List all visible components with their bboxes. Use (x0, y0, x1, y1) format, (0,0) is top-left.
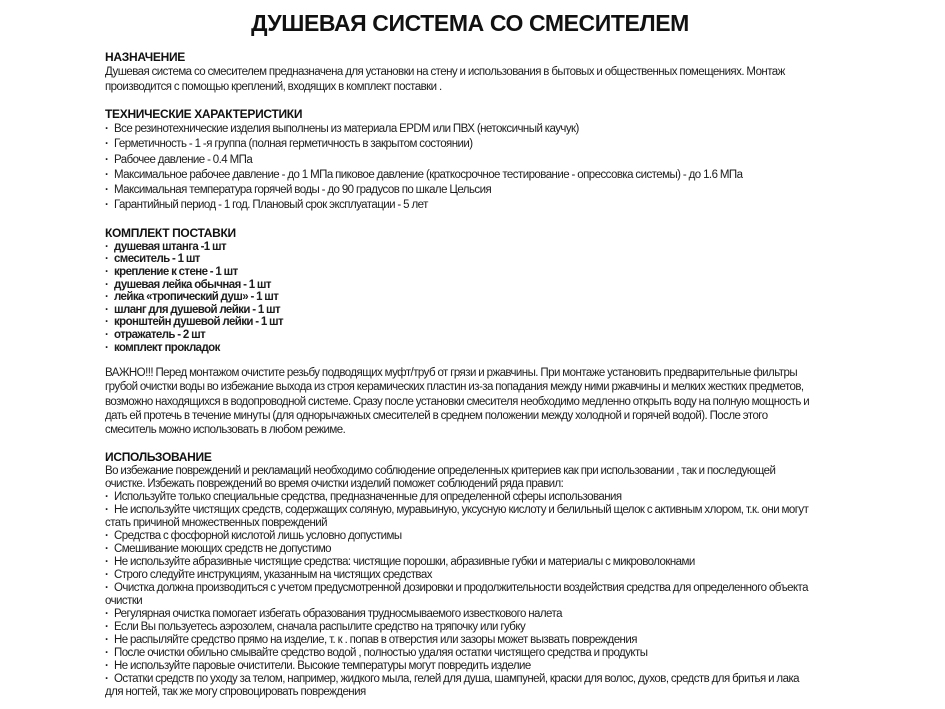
bullet-icon: · (105, 168, 109, 181)
usage-item-text: Если Вы пользуетесь аэрозолем, сначала распылите средство на тряпочку или губку (114, 620, 526, 633)
usage-list-item (105, 504, 815, 530)
bullet-icon: · (105, 646, 109, 659)
specs-item-text: Гарантийный период - 1 год. Плановый срок эксплуатации - 5 лет (114, 199, 428, 212)
package-item-text: кронштейн душевой лейки - 1 шт (114, 316, 284, 329)
usage-item-text: После очистки обильно смывайте средство водой , полностью удаляя остатки чистящего средства и продукты (114, 646, 648, 659)
specs-heading: ТЕХНИЧЕСКИЕ ХАРАКТЕРИСТИКИ (105, 107, 303, 121)
bullet-icon: · (105, 607, 109, 620)
section-usage (105, 450, 815, 699)
usage-item-text: Не распыляйте средство прямо на изделие, т. к . попав в отверстия или зазоры может вызвать повреждения (114, 633, 637, 646)
usage-rules-list (105, 491, 815, 699)
bullet-icon: · (105, 490, 109, 503)
package-list-item (105, 291, 815, 304)
usage-list-item (105, 556, 815, 569)
specs-list-item (105, 137, 815, 152)
usage-list-item (105, 582, 815, 608)
purpose-text: Душевая система со смесителем предназначена для установки на стену и использования в бытовых и общественных помещениях. Монтаж производится с помощью креплений, входящих в комплект поставки . (105, 66, 785, 93)
bullet-icon: · (105, 555, 109, 568)
bullet-icon: · (105, 138, 109, 151)
bullet-icon: · (105, 341, 109, 354)
package-item-text: смеситель - 1 шт (114, 253, 200, 266)
usage-list-item (105, 569, 815, 582)
bullet-icon: · (105, 529, 109, 542)
specs-item-text: Максимальное рабочее давление - до 1 МПа пиковое давление (краткосрочное тестирование - опрессовка системы) - до 1.6 МПа (114, 168, 743, 181)
bullet-icon: · (105, 253, 109, 266)
bullet-icon: · (105, 328, 109, 341)
bullet-icon: · (105, 568, 109, 581)
bullet-icon: · (105, 542, 109, 555)
usage-list-item (105, 621, 815, 634)
purpose-heading: НАЗНАЧЕНИЕ (105, 50, 185, 64)
usage-item-text: Не используйте абразивные чистящие средства: чистящие порошки, абразивные губки и материалы с микроволокнами (114, 555, 695, 568)
specs-item-text: Все резинотехнические изделия выполнены из материала EPDM или ПВХ (нетоксичный каучук) (114, 123, 579, 135)
package-item-text: лейка «тропический душ» - 1 шт (114, 291, 279, 304)
package-item-text: душевая лейка обычная - 1 шт (114, 278, 271, 291)
bullet-icon: · (105, 199, 109, 212)
package-list-item (105, 316, 815, 329)
section-package-contents (105, 226, 815, 354)
package-list-item (105, 266, 815, 279)
bullet-icon: · (105, 633, 109, 646)
usage-item-text: Регулярная очистка помогает избегать образования трудносмываемого известкового налета (114, 607, 562, 620)
bullet-icon: · (105, 278, 109, 291)
important-text: ВАЖНО!!! Перед монтажом очистите резьбу подводящих муфт/труб от грязи и ржавчины. При монтаже установить предварительные фильтры грубой очистки воды во избежание выхода из строя керамических пластин из-за попадания между ними ржавчины и мелких жестких предметов, возможно находящихся в водопроводной системе. Сразу после установки смесителя необходимо медленно открыть воду на полную мощность и дать ей протечь в течение минуты (для однорычажных смесителей в среднем положении между холодной и горячей водой). После этого смеситель можно использовать в любом режиме. (105, 367, 810, 437)
package-list-item (105, 253, 815, 266)
specs-item-text: Герметичность - 1 -я группа (полная герметичность в закрытом состоянии) (114, 138, 473, 151)
bullet-icon: · (105, 316, 109, 329)
usage-heading: ИСПОЛЬЗОВАНИЕ (105, 449, 212, 464)
section-purpose (105, 50, 815, 95)
usage-list-item (105, 673, 815, 699)
bullet-icon: · (105, 123, 109, 135)
package-list-item (105, 241, 815, 254)
bullet-icon: · (105, 265, 109, 278)
bullet-icon: · (105, 503, 109, 516)
package-list-item (105, 329, 815, 342)
bullet-icon: · (105, 672, 109, 685)
usage-item-text: Очистка должна производиться с учетом предусмотренной дозировки и продолжительности воздействия средства для определенного объекта очистки (105, 581, 808, 607)
page-title: ДУШЕВАЯ СИСТЕМА СО СМЕСИТЕЛЕМ (251, 10, 689, 36)
usage-list-item (105, 660, 815, 673)
package-list (105, 241, 815, 354)
package-item-text: крепление к стене - 1 шт (114, 265, 238, 278)
usage-list-item (105, 634, 815, 647)
usage-list-item (105, 647, 815, 660)
package-item-text: душевая штанга -1 шт (114, 240, 227, 253)
usage-intro: Во избежание повреждений и рекламаций необходимо соблюдение определенных критериев как при использовании , так и последующей очистке. Избежать повреждений во время очистки изделий поможет соблюдений ряда правил: (105, 464, 776, 490)
usage-item-text: Смешивание моющих средств не допустимо (114, 542, 332, 555)
bullet-icon: · (105, 620, 109, 633)
usage-item-text: Используйте только специальные средства, предназначенные для определенной сферы использования (114, 490, 622, 503)
package-item-text: отражатель - 2 шт (114, 328, 206, 341)
bullet-icon: · (105, 153, 109, 166)
specs-item-text: Максимальная температура горячей воды - до 90 градусов по шкале Цельсия (114, 184, 492, 197)
specs-item-text: Рабочее давление - 0.4 МПа (114, 153, 253, 166)
bullet-icon: · (105, 291, 109, 304)
bullet-icon: · (105, 581, 109, 594)
usage-item-text: Строго следуйте инструкциям, указанным на чистящих средствах (114, 568, 432, 581)
specs-list-item (105, 183, 815, 198)
usage-item-text: Не используйте чистящих средств, содержащих соляную, муравьиную, уксусную кислоту и белильный щелок с активным хлором, т.к. они могут стать причиной множественных повреждений (105, 503, 809, 529)
bullet-icon: · (105, 240, 109, 253)
bullet-icon: · (105, 659, 109, 672)
specs-list (105, 122, 815, 214)
usage-item-text: Средства с фосфорной кислотой лишь условно допустимы (114, 529, 402, 542)
specs-list-item (105, 168, 815, 183)
section-technical-specs (105, 107, 815, 214)
package-list-item (105, 279, 815, 292)
specs-list-item (105, 198, 815, 213)
package-list-item (105, 304, 815, 317)
usage-list-item (105, 543, 815, 556)
specs-list-item (105, 122, 815, 137)
usage-list-item (105, 530, 815, 543)
package-item-text: комплект прокладок (114, 341, 220, 354)
package-item-text: шланг для душевой лейки - 1 шт (114, 303, 281, 316)
section-important-notice (105, 366, 815, 437)
bullet-icon: · (105, 184, 109, 197)
bullet-icon: · (105, 303, 109, 316)
package-heading: КОМПЛЕКТ ПОСТАВКИ (105, 225, 236, 240)
usage-list-item (105, 608, 815, 621)
usage-list-item (105, 491, 815, 504)
specs-list-item (105, 153, 815, 168)
usage-item-text: Остатки средств по уходу за телом, например, жидкого мыла, гелей для душа, шампуней, краски для волос, духов, средств для бритья и лака для ногтей, так же могу спровоцировать повреждения (105, 672, 800, 698)
usage-item-text: Не используйте паровые очистители. Высокие температуры могут повредить изделие (114, 659, 531, 672)
package-list-item (105, 342, 815, 355)
